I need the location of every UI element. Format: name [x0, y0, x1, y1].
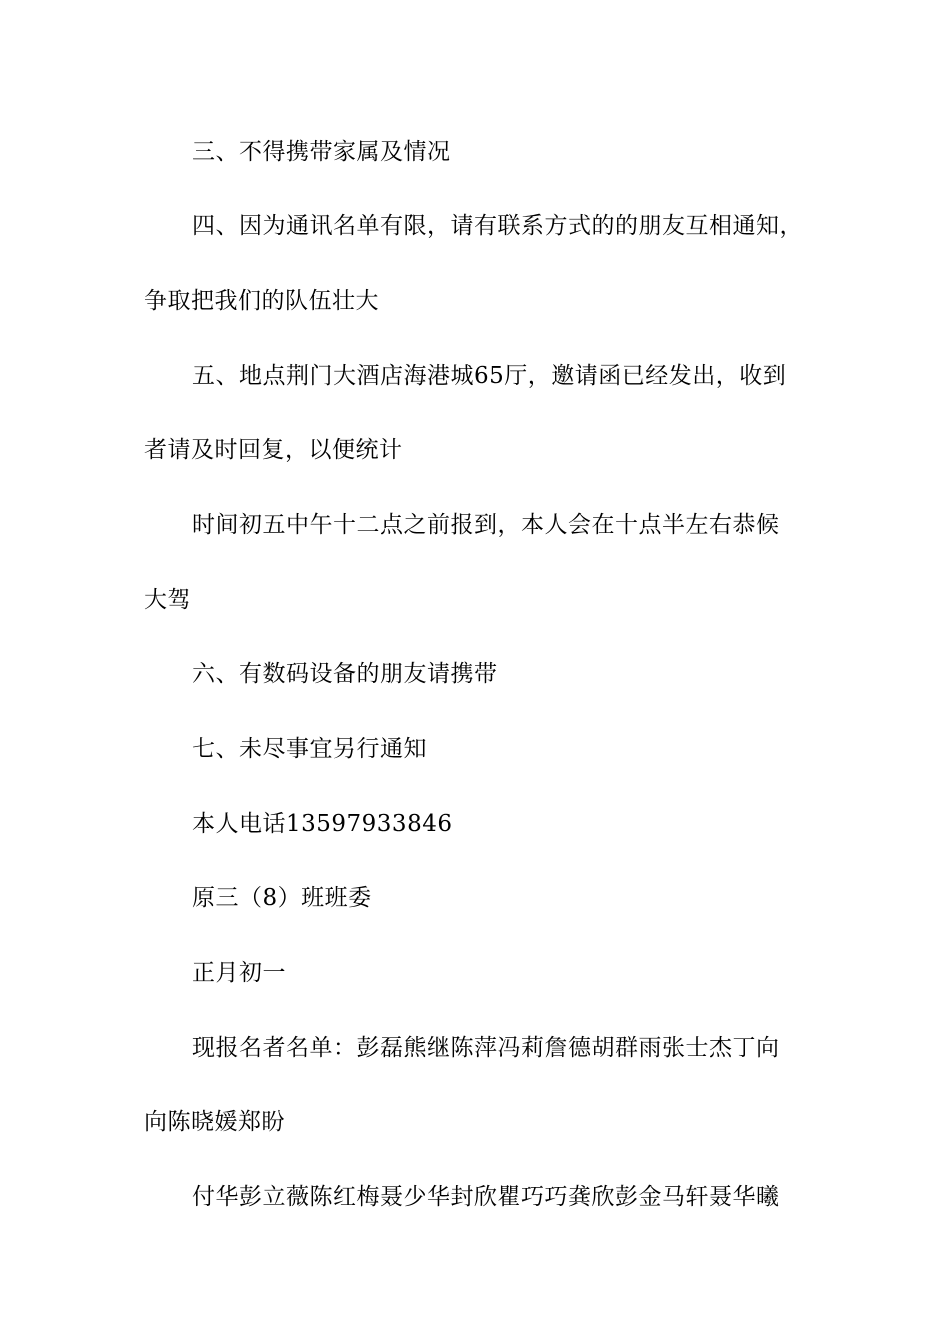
paragraph-line: 付华彭立薇陈红梅聂少华封欣瞿巧巧龚欣彭金马轩聂华曦 — [192, 1184, 780, 1210]
paragraph-line: 七、未尽事宜另行通知 — [192, 736, 427, 762]
paragraph-line: 时间初五中午十二点之前报到，本人会在十点半左右恭候 — [192, 512, 780, 538]
paragraph-line: 五、地点荆门大酒店海港城65厅，邀请函已经发出，收到 — [192, 363, 787, 389]
signature-line: 原三（8）班班委 — [192, 885, 372, 911]
paragraph-line: 向陈晓媛郑盼 — [144, 1109, 285, 1135]
paragraph-line: 大驾 — [144, 587, 191, 613]
paragraph-line: 三、不得携带家属及情况 — [192, 139, 451, 165]
date-line: 正月初一 — [192, 960, 286, 986]
paragraph-line: 四、因为通讯名单有限，请有联系方式的的朋友互相通知， — [192, 213, 803, 239]
phone-line: 本人电话13597933846 — [192, 811, 453, 837]
paragraph-line: 者请及时回复，以便统计 — [144, 437, 403, 463]
paragraph-line: 六、有数码设备的朋友请携带 — [192, 661, 498, 687]
paragraph-line: 争取把我们的队伍壮大 — [144, 288, 379, 314]
paragraph-line: 现报名者名单：彭磊熊继陈萍冯莉詹德胡群雨张士杰丁向 — [192, 1035, 780, 1061]
